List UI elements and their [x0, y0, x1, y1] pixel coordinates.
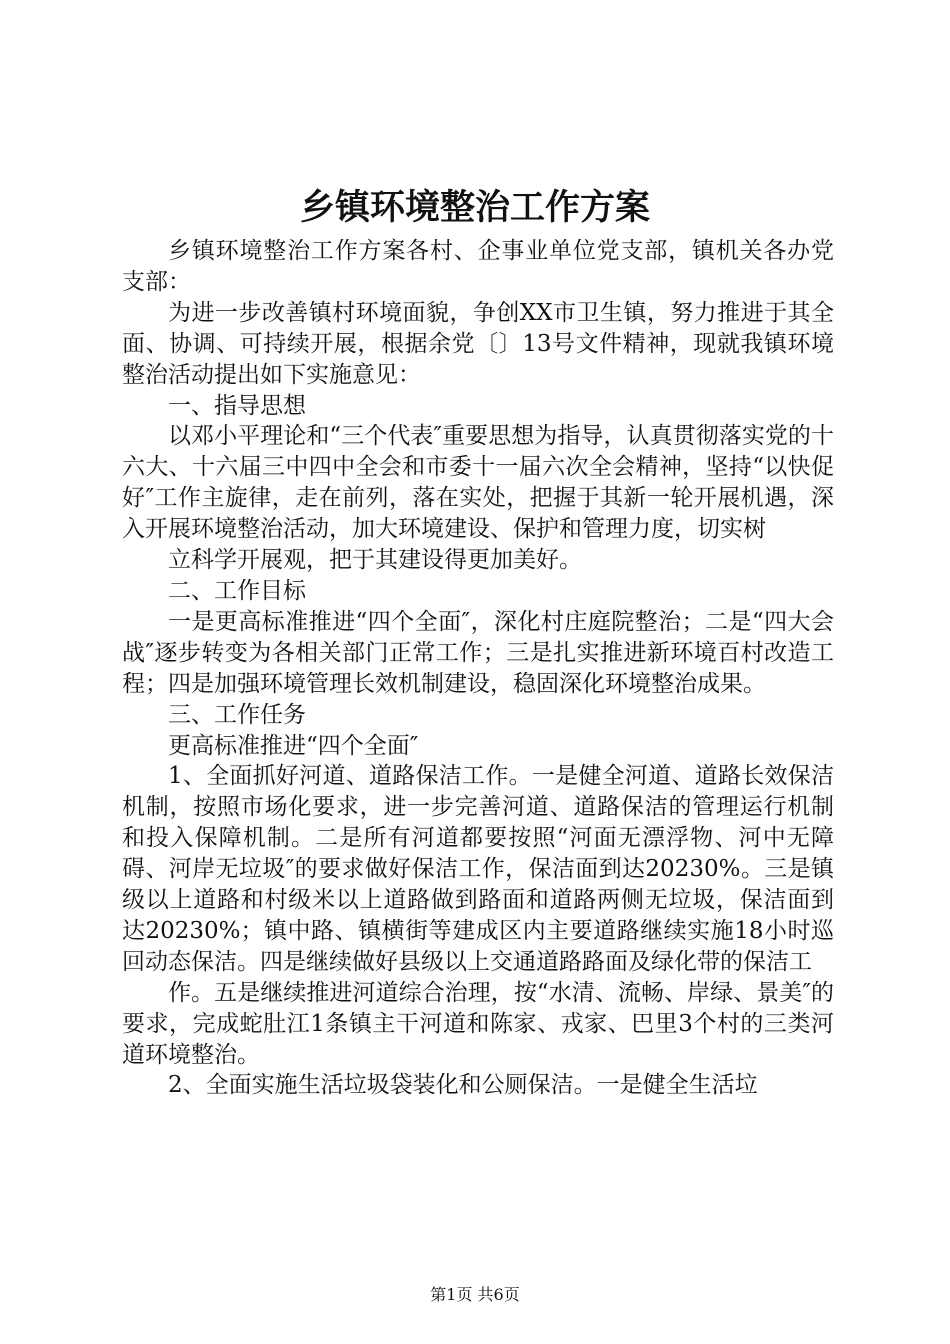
paragraph-intro: 为进一步改善镇村环境面貌，争创XX市卫生镇，努力推进于其全面、协调、可持续开展，根据余党〔〕13号文件精神，现就我镇环境整治活动提出如下实施意见：: [122, 299, 834, 388]
paragraph-guiding-thought: 以邓小平理论和“三个代表″重要思想为指导，认真贯彻落实党的十六大、十六届三中四中全会和市委十一届六次全会精神，坚持“以快促好″工作主旋律，走在前列，落在实处，把握于其新一轮开展机遇，深入开展环境整治活动，加大环境建设、保护和管理力度，切实树: [122, 423, 834, 543]
paragraph-task-1: 1、全面抓好河道、道路保洁工作。一是健全河道、道路长效保洁机制，按照市场化要求，进一步完善河道、道路保洁的管理运行机制和投入保障机制。二是所有河道都要按照“河面无漂浮物、河中无障碍、河岸无垃圾″的要求做好保洁工作，保洁面到达20230%。三是镇级以上道路和村级米以上道路做到路面和道路两侧无垃圾，保洁面到达20230%；镇中路、镇横街等建成区内主要道路继续实施18小时巡回动态保洁。四是继续做好县级以上交通道路路面及绿化带的保洁工: [122, 763, 834, 975]
document-title: 乡镇环境整治工作方案: [299, 187, 650, 228]
heading-guiding-thought: 一、指导思想: [168, 392, 306, 419]
document-body: [122, 236, 834, 1101]
paragraph-work-goals: 一是更高标准推进“四个全面″，深化村庄庭院整治；二是“四大会战″逐步转变为各相关部门正常工作；三是扎实推进新环境百村改造工程；四是加强环境管理长效机制建设，稳固深化环境整治成果。: [122, 608, 834, 697]
paragraph-guiding-thought-cont: 立科学开展观，把于其建设得更加美好。: [168, 547, 582, 574]
heading-work-tasks: 三、工作任务: [168, 701, 306, 728]
subheading-four-comprehensive: 更高标准推进“四个全面″: [168, 732, 419, 759]
page-number-footer: 第1页 共6页: [430, 1285, 520, 1304]
heading-work-goals: 二、工作目标: [168, 577, 306, 604]
paragraph-task-1-cont: 作。五是继续推进河道综合治理，按“水清、流畅、岸绿、景美″的要求，完成蛇肚江1条镇主干河道和陈家、戎家、巴里3个村的三类河道环境整治。: [122, 979, 834, 1068]
paragraph-salutation: 乡镇环境整治工作方案各村、企事业单位党支部，镇机关各办党支部：: [122, 238, 834, 295]
paragraph-task-2: 2、全面实施生活垃圾袋装化和公厕保洁。一是健全生活垃: [168, 1072, 758, 1099]
